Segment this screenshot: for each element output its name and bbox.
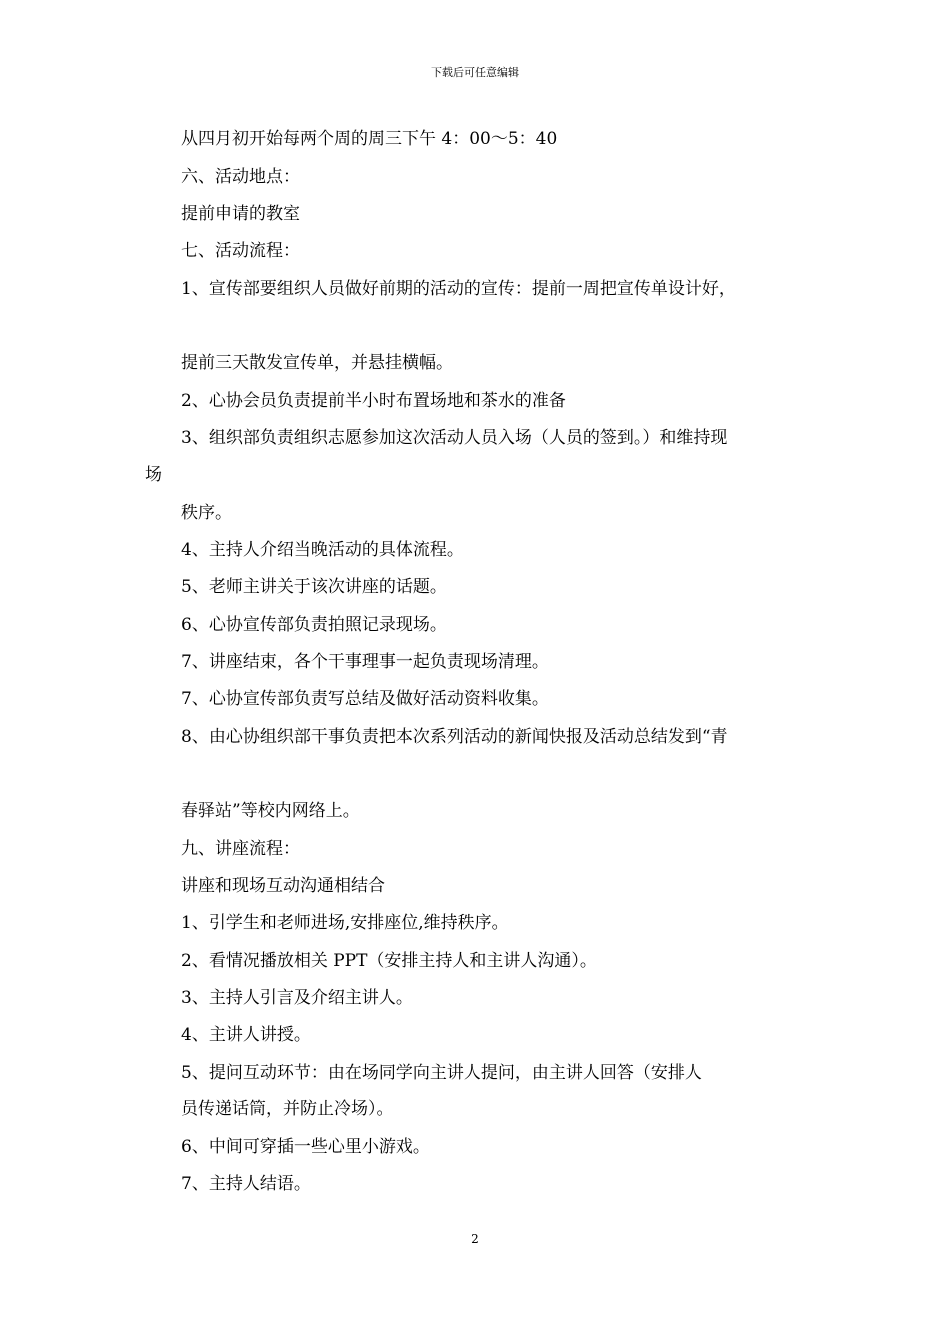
text-line: 从四月初开始每两个周的周三下午 4：00～5：40 bbox=[181, 129, 558, 149]
list-item: 1、宣传部要组织人员做好前期的活动的宣传：提前一周把宣传单设计好， bbox=[181, 279, 736, 299]
list-item: 5、提问互动环节：由在场同学向主讲人提问，由主讲人回答（安排人 bbox=[181, 1063, 702, 1083]
list-item: 7、讲座结束，各个干事理事一起负责现场清理。 bbox=[181, 652, 549, 672]
section-heading: 六、活动地点： bbox=[181, 167, 300, 187]
list-item: 6、中间可穿插一些心里小游戏。 bbox=[181, 1137, 430, 1157]
list-item-continuation: 秩序。 bbox=[181, 503, 232, 523]
page-header: 下载后可任意编辑 bbox=[431, 66, 519, 79]
text-line: 提前申请的教室 bbox=[181, 204, 300, 224]
list-item: 3、主持人引言及介绍主讲人。 bbox=[181, 988, 413, 1008]
list-item: 6、心协宣传部负责拍照记录现场。 bbox=[181, 615, 447, 635]
page-number: 2 bbox=[471, 1232, 479, 1246]
list-item-continuation: 员传递话筒，并防止冷场）。 bbox=[181, 1099, 394, 1119]
section-heading: 九、讲座流程： bbox=[181, 839, 300, 859]
list-item-continuation: 提前三天散发宣传单，并悬挂横幅。 bbox=[181, 353, 453, 373]
list-item: 1、引学生和老师进场,安排座位,维持秩序。 bbox=[181, 913, 509, 933]
list-item: 4、主持人介绍当晚活动的具体流程。 bbox=[181, 540, 464, 560]
list-item: 3、组织部负责组织志愿参加这次活动人员入场（人员的签到。）和维持现 bbox=[181, 428, 728, 448]
list-item-continuation: 春驿站”等校内网络上。 bbox=[181, 801, 360, 821]
list-item: 7、主持人结语。 bbox=[181, 1174, 311, 1194]
list-item: 8、由心协组织部干事负责把本次系列活动的新闻快报及活动总结发到“青 bbox=[181, 727, 728, 747]
list-item: 7、心协宣传部负责写总结及做好活动资料收集。 bbox=[181, 689, 549, 709]
text-line: 讲座和现场互动沟通相结合 bbox=[181, 876, 385, 896]
list-item: 2、心协会员负责提前半小时布置场地和茶水的准备 bbox=[181, 391, 566, 411]
list-item: 2、看情况播放相关 PPT（安排主持人和主讲人沟通）。 bbox=[181, 951, 597, 971]
list-item: 4、主讲人讲授。 bbox=[181, 1025, 311, 1045]
section-heading: 七、活动流程： bbox=[181, 241, 300, 261]
list-item: 5、老师主讲关于该次讲座的话题。 bbox=[181, 577, 447, 597]
list-item-continuation: 场 bbox=[145, 465, 162, 485]
